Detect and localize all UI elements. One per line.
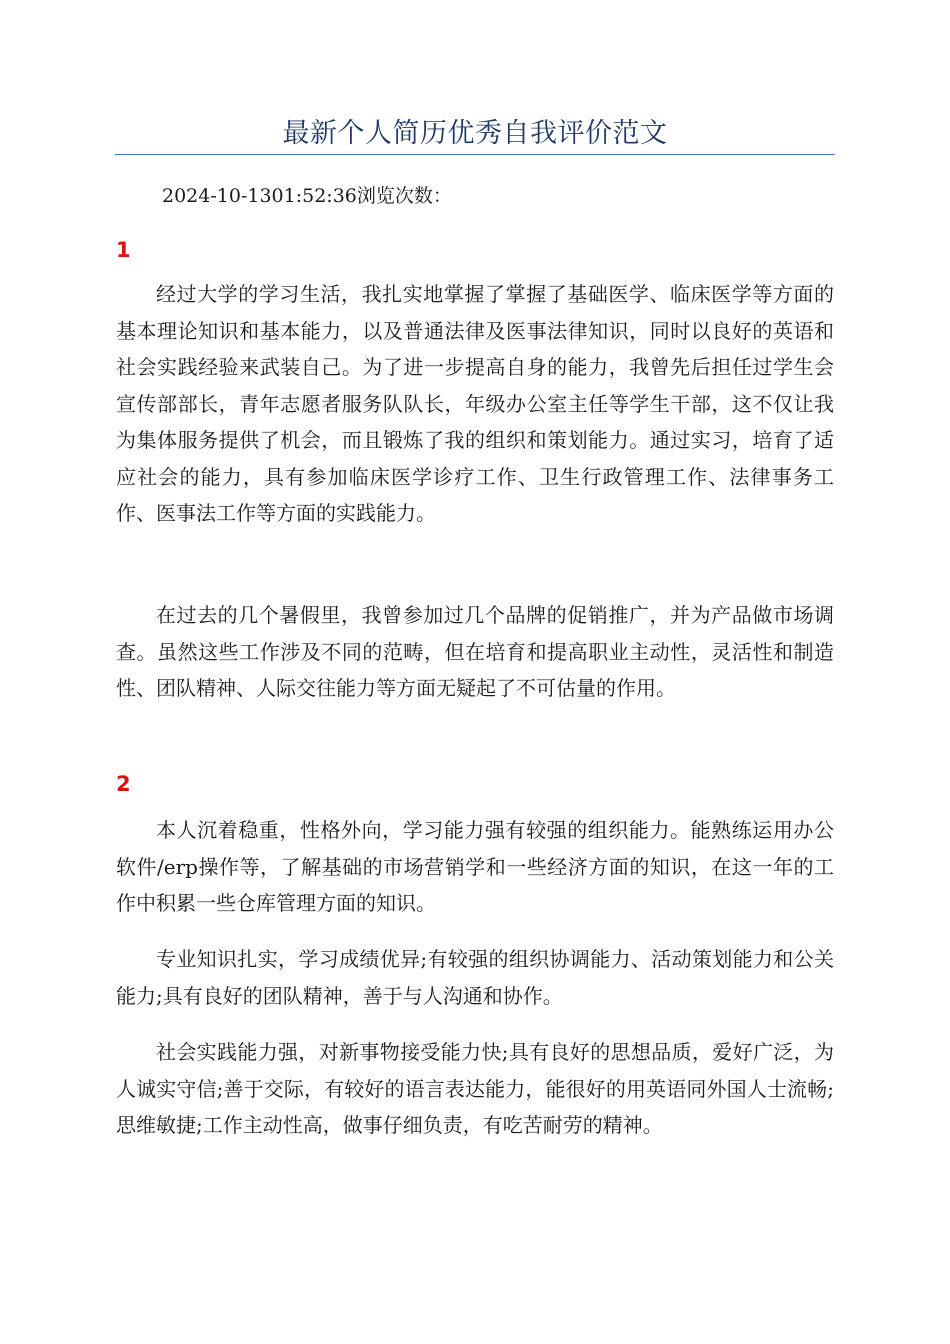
section-number: 1 [116,238,131,262]
document-title: 最新个人简历优秀自我评价范文 [282,118,668,149]
publish-meta: 2024-10-1301:52:36浏览次数： [162,185,452,207]
paragraph: 本人沉着稳重，性格外向，学习能力强有较强的组织能力。能熟练运用办公软件/erp操作等，了解基础的市场营销学和一些经济方面的知识，在这一年的工作中积累一些仓库管理方面的知识。 [116,818,834,915]
paragraph: 在过去的几个暑假里，我曾参加过几个品牌的促销推广，并为产品做市场调查。虽然这些工作涉及不同的范畴，但在培育和提高职业主动性，灵活性和制造性、团队精神、人际交往能力等方面无疑起了不可估量的作用。 [116,603,834,700]
paragraph: 经过大学的学习生活，我扎实地掌握了掌握了基础医学、临床医学等方面的基本理论知识和基本能力，以及普通法律及医事法律知识，同时以良好的英语和社会实践经验来武装自己。为了进一步提高自身的能力，我曾先后担任过学生会宣传部部长，青年志愿者服务队队长，年级办公室主任等学生干部，这不仅让我为集体服务提供了机会，而且锻炼了我的组织和策划能力。通过实习，培育了适应社会的能力，具有参加临床医学诊疗工作、卫生行政管理工作、法律事务工作、医事法工作等方面的实践能力。 [116,282,834,525]
section-number: 2 [116,772,131,796]
paragraph: 社会实践能力强，对新事物接受能力快;具有良好的思想品质，爱好广泛，为人诚实守信;善于交际，有较好的语言表达能力，能很好的用英语同外国人士流畅;思维敏捷;工作主动性高，做事仔细负责，有吃苦耐劳的精神。 [116,1040,834,1137]
title-underline [115,154,835,155]
paragraph: 专业知识扎实，学习成绩优异;有较强的组织协调能力、活动策划能力和公关能力;具有良好的团队精神，善于与人沟通和协作。 [116,947,834,1008]
